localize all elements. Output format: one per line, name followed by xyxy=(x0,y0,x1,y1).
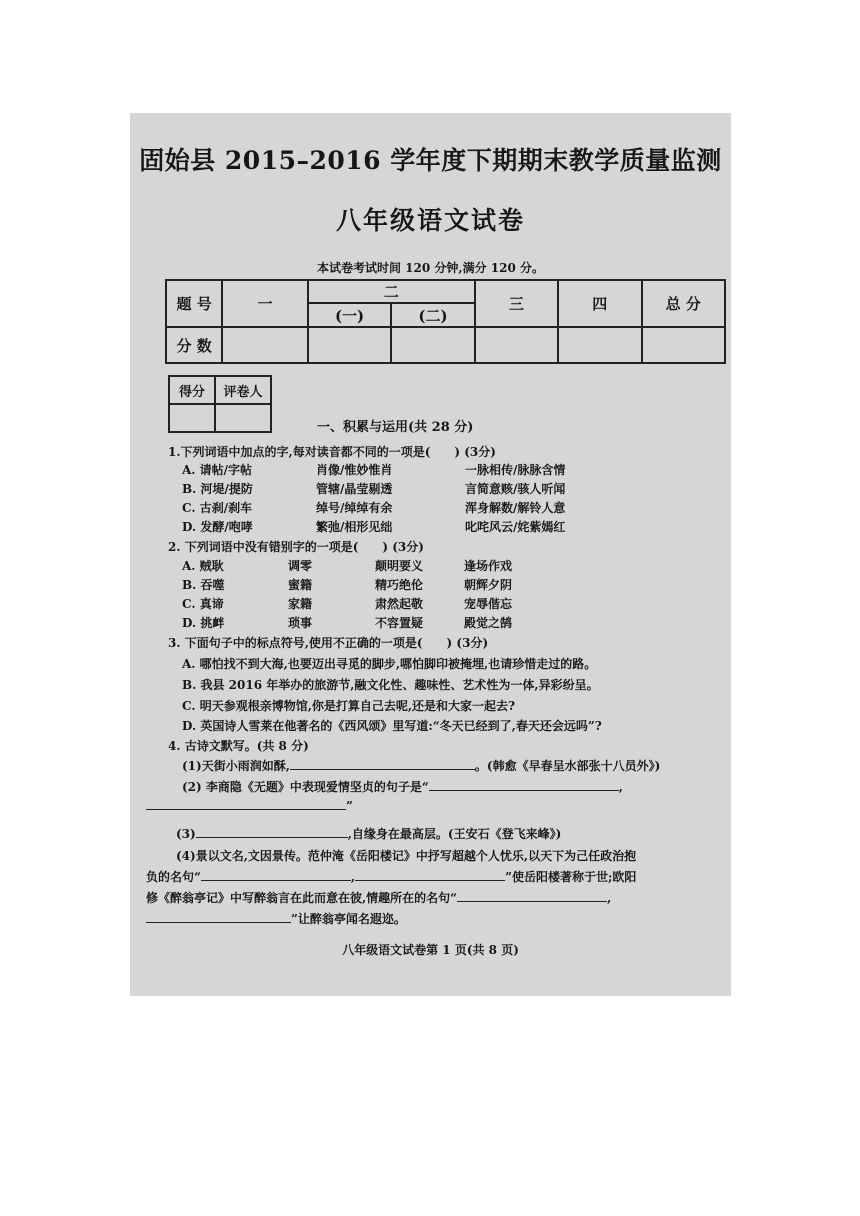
q2-option-c-word3: 肃然起敬 xyxy=(375,597,424,611)
q4-item-1-end: 。(韩愈《早春呈水部张十八员外》) xyxy=(474,759,661,773)
answer-blank[interactable] xyxy=(457,900,607,902)
score-cell xyxy=(475,327,558,363)
q4-item-4-line-4 xyxy=(146,910,406,927)
q4-item-2-start: (2) 李商隐《无题》中表现爱情坚贞的句子是“ xyxy=(182,780,429,794)
q3-option-b: B. 我县 2016 年举办的旅游节,融文化性、趣味性、艺术性为一体,异彩纷呈。 xyxy=(182,678,599,692)
q4-item-4-line-3-text: 修《醉翁亭记》中写醉翁言在此而意在彼,情趣所在的名句“ xyxy=(146,891,458,905)
q1-option-a-word3: 一脉相传/脉脉含情 xyxy=(465,463,566,477)
section-1-title: 一、积累与运用(共 28 分) xyxy=(317,420,474,435)
q2-option-b-word2: 蜜籍 xyxy=(288,578,313,592)
q2-option-b-word4: 朝辉夕阴 xyxy=(464,578,513,592)
q2-option-b-word3: 精巧绝伦 xyxy=(375,578,424,592)
q2-option-c-word2: 家籍 xyxy=(288,597,313,611)
q2-option-d-word4: 殿觉之鹄 xyxy=(464,616,513,630)
q4-item-2-end: ” xyxy=(346,799,353,813)
q4-item-4-line-2-start: 负的名句“ xyxy=(146,870,201,884)
grader-score-cell xyxy=(169,404,215,432)
grader-reviewer-cell xyxy=(215,404,271,432)
exam-time-note: 本试卷考试时间 120 分钟,满分 120 分。 xyxy=(317,261,544,275)
q4-item-1-start: (1)天街小雨润如酥, xyxy=(182,759,290,773)
q4-item-1 xyxy=(182,757,660,774)
q2-option-d-word2: 琐事 xyxy=(288,616,313,630)
question-4-stem: 4. 古诗文默写。(共 8 分) xyxy=(168,739,309,753)
q2-option-d: D. 挑衅 xyxy=(182,616,225,630)
exam-title: 固始县 2015–2016 学年度下期期末教学质量监测 xyxy=(139,146,722,175)
score-table-row-label-score: 分 数 xyxy=(166,327,222,363)
answer-blank[interactable] xyxy=(146,808,346,810)
q4-item-2 xyxy=(182,778,623,795)
grader-reviewer-label: 评卷人 xyxy=(215,376,271,404)
q4-item-4-line-2-comma: , xyxy=(350,870,356,884)
q4-item-4-line-3 xyxy=(146,889,611,906)
q4-item-3-end: ,自缘身在最高层。(王安石《登飞来峰》) xyxy=(347,827,562,841)
q1-option-c: C. 古刹/刹车 xyxy=(182,501,253,515)
q1-option-b-word2: 管辖/晶莹剔透 xyxy=(316,482,393,496)
q4-item-4-line-2-end: ”使岳阳楼著称于世;欧阳 xyxy=(505,870,637,884)
answer-blank[interactable] xyxy=(201,879,351,881)
q3-option-a: A. 哪怕找不到大海,也要迈出寻觅的脚步,哪怕脚印被掩埋,也请珍惜走过的路。 xyxy=(182,657,597,671)
grader-table xyxy=(168,375,272,433)
exam-paper-page xyxy=(130,113,731,996)
q2-option-a-word4: 逢场作戏 xyxy=(464,559,513,573)
q1-option-a-word2: 肖像/惟妙惟肖 xyxy=(316,463,393,477)
q4-item-4-line-2 xyxy=(146,868,636,885)
score-table-col-4: 四 xyxy=(558,280,641,327)
q4-item-4-line-3-comma: , xyxy=(607,891,612,905)
score-table-col-total: 总 分 xyxy=(642,280,725,327)
grader-score-label: 得分 xyxy=(169,376,215,404)
score-table-col-3: 三 xyxy=(475,280,558,327)
q2-option-b: B. 吞噬 xyxy=(182,578,225,592)
question-1-stem: 1.下列词语中加点的字,每对读音都不同的一项是( ) (3分) xyxy=(168,445,496,459)
q4-item-4-line-1: (4)景以文名,文因景传。范仲淹《岳阳楼记》中抒写超越个人忧乐,以天下为己任政治抱 xyxy=(176,849,637,863)
score-table-col-2a: (一) xyxy=(308,303,391,327)
q2-option-c-word4: 宠辱偕忘 xyxy=(464,597,513,611)
q1-option-b-word3: 言简意赅/骇人听闻 xyxy=(465,482,566,496)
q1-option-d-word2: 繁弛/相形见绌 xyxy=(316,520,393,534)
score-table-col-1: 一 xyxy=(222,280,308,327)
answer-blank[interactable] xyxy=(290,768,475,770)
score-table xyxy=(165,279,726,364)
answer-blank[interactable] xyxy=(196,836,348,838)
q1-option-a: A. 请帖/字帖 xyxy=(182,463,253,477)
q4-item-2-continued xyxy=(146,799,353,813)
q3-option-c: C. 明天参观根亲博物馆,你是打算自己去呢,还是和大家一起去? xyxy=(182,699,516,713)
answer-blank[interactable] xyxy=(146,921,291,923)
score-cell xyxy=(308,327,391,363)
score-cell xyxy=(642,327,725,363)
score-table-row-label-question: 题 号 xyxy=(166,280,222,327)
q1-option-d-word3: 叱咤风云/姹紫嫣红 xyxy=(465,520,566,534)
score-table-col-2: 二 xyxy=(308,280,475,303)
q1-option-c-word2: 绰号/绰绰有余 xyxy=(316,501,393,515)
q1-option-d: D. 发酵/咆哮 xyxy=(182,520,253,534)
answer-blank[interactable] xyxy=(429,789,619,791)
question-2-stem: 2. 下列词语中没有错别字的一项是( ) (3分) xyxy=(168,540,424,554)
q2-option-d-word3: 不容置疑 xyxy=(375,616,424,630)
q4-item-3 xyxy=(176,825,561,842)
q1-option-b: B. 河堤/提防 xyxy=(182,482,253,496)
q4-item-4-line-4-end: ”让醉翁亭闻名遐迩。 xyxy=(291,912,406,926)
score-cell xyxy=(222,327,308,363)
q2-option-a-word2: 调零 xyxy=(288,559,313,573)
score-table-col-2b: (二) xyxy=(391,303,474,327)
q1-option-c-word3: 浑身解数/解铃人意 xyxy=(465,501,566,515)
q2-option-a: A. 贼耿 xyxy=(182,559,224,573)
score-cell xyxy=(391,327,474,363)
exam-subtitle: 八年级语文试卷 xyxy=(335,206,525,235)
q4-item-2-comma: , xyxy=(618,780,623,794)
score-cell xyxy=(558,327,641,363)
q3-option-d: D. 英国诗人雪莱在他著名的《西风颂》里写道:“冬天已经到了,春天还会远吗”? xyxy=(182,719,602,733)
answer-blank[interactable] xyxy=(355,879,505,881)
question-3-stem: 3. 下面句子中的标点符号,使用不正确的一项是( ) (3分) xyxy=(168,636,489,650)
page-footer: 八年级语文试卷第 1 页(共 8 页) xyxy=(342,943,519,957)
q2-option-c: C. 真谛 xyxy=(182,597,224,611)
q4-item-3-start: (3) xyxy=(176,827,196,841)
q2-option-a-word3: 颠明要义 xyxy=(375,559,424,573)
